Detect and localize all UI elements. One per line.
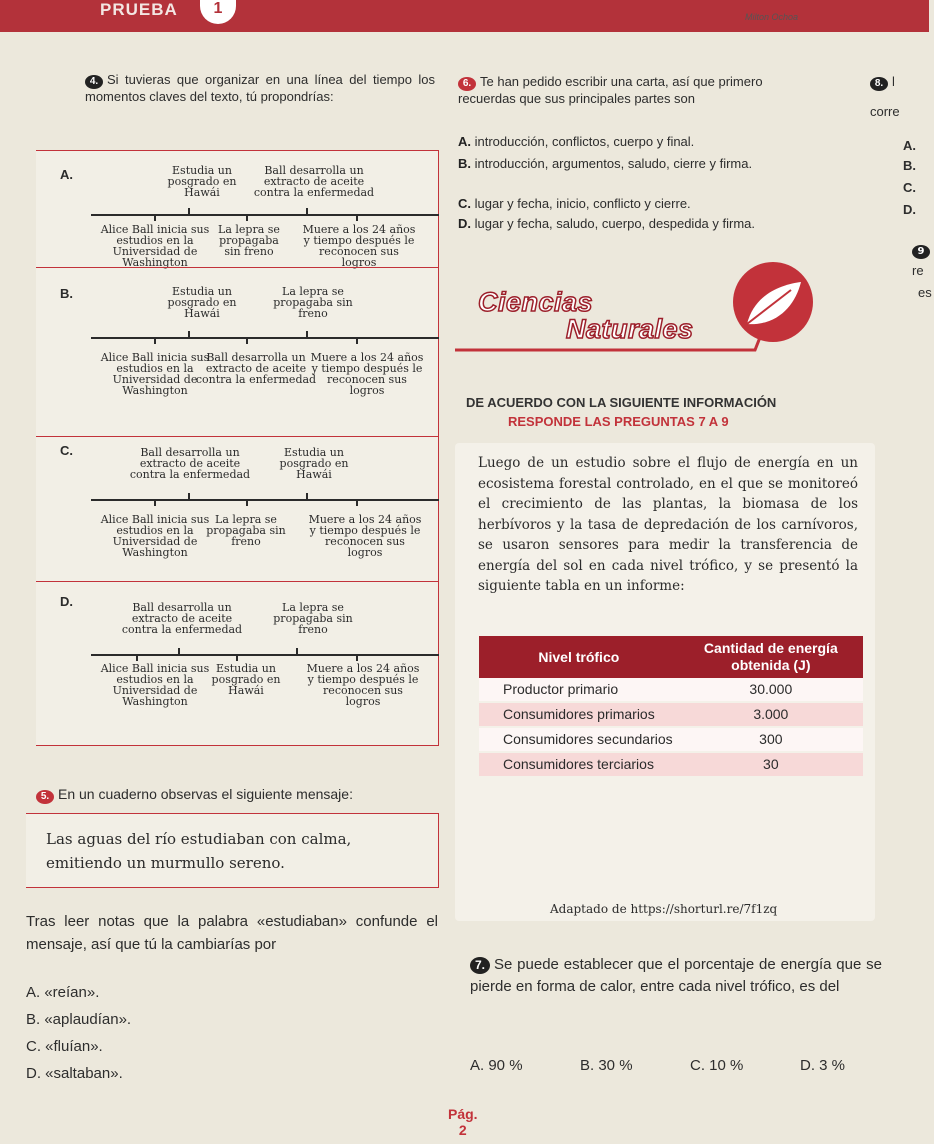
question-8-text-2: corre [870, 104, 900, 119]
timeline-label: La lepra se propagaba sin freno [206, 513, 286, 548]
timeline-label: Muere a los 24 años y tiempo después le reconocen sus logros [308, 513, 422, 559]
question-8-text: l [892, 74, 895, 89]
table-cell-level: Productor primario [479, 678, 679, 702]
timeline-option-c[interactable] [36, 436, 438, 582]
question-9-text-2: es [918, 285, 932, 300]
question-7-number: 7. [470, 957, 490, 974]
timeline-tick [246, 338, 248, 344]
table-source: Adaptado de https://shorturl.re/7f1zq [550, 902, 778, 916]
timeline-tick [306, 331, 308, 337]
timeline-tick [178, 648, 180, 654]
table-header-energia: Cantidad de energía obtenida (J) [679, 636, 863, 678]
timeline-tick [246, 500, 248, 506]
timeline-label: La lepra se propagaba sin freno [273, 601, 353, 636]
test-title: PRUEBA [100, 0, 178, 19]
table-cell-value: 300 [679, 727, 863, 752]
table-header-nivel: Nivel trófico [479, 636, 679, 678]
q6-option-d[interactable] [458, 216, 818, 232]
option-letter: A. [60, 167, 73, 182]
timeline-tick [136, 655, 138, 661]
table-row [479, 678, 863, 702]
timeline-option-a[interactable] [36, 151, 438, 267]
page-num-value: 2 [458, 1122, 467, 1138]
question-5-text: En un cuaderno observas el siguiente mensaje: [58, 786, 353, 802]
timeline-axis [91, 654, 439, 656]
option-text: introducción, argumentos, saludo, cierre y firma. [474, 156, 753, 171]
option-letter: A. [458, 134, 471, 149]
timeline-tick [154, 215, 156, 221]
question-8-fragment [870, 74, 895, 91]
table-header-row [479, 636, 863, 678]
test-number-badge: 1 [200, 0, 236, 24]
timeline-label: Alice Ball inicia sus estudios en la Universidad de Washington [100, 351, 210, 397]
timeline-axis [91, 214, 439, 216]
table-row [479, 702, 863, 727]
option-text: lugar y fecha, inicio, conflicto y cierre. [474, 196, 691, 211]
timeline-tick [246, 215, 248, 221]
question-9-text: re [912, 263, 924, 278]
timeline-tick [236, 655, 238, 661]
q5-option-a[interactable]: A. «reían». [26, 984, 100, 1001]
q8-option-a[interactable]: A. [903, 138, 916, 153]
timeline-tick [188, 208, 190, 214]
timeline-label: Alice Ball inicia sus estudios en la Universidad de Washington [100, 662, 210, 708]
table-row [479, 752, 863, 777]
question-5 [36, 786, 353, 804]
question-4-number: 4. [85, 75, 103, 89]
timeline-label: Estudia un posgrado en Hawái [211, 662, 281, 697]
timeline-tick [188, 493, 190, 499]
question-4-text: Si tuvieras que organizar en una línea del tiempo los momentos claves del texto, tú propondrías: [85, 72, 435, 104]
q7-option-b[interactable]: B. 30 % [580, 1057, 633, 1074]
instruction-line-1: DE ACUERDO CON LA SIGUIENTE INFORMACIÓN [466, 395, 777, 410]
table-cell-value: 30 [679, 752, 863, 777]
timeline-tick [154, 338, 156, 344]
q8-option-b[interactable]: B. [903, 158, 916, 173]
table-cell-level: Consumidores primarios [479, 702, 679, 727]
timeline-tick [306, 208, 308, 214]
info-intro-text: Luego de un estudio sobre el flujo de energía en un ecosistema forestal controlado, en el que se monitoreó el crecimiento de las plantas, la biomasa de los herbívoros y la tasa de depredación de los carnívoros, se usaron sensores para medir la transferencia de energía del sol en cada nivel trófico, y se presentó la siguiente tabla en un informe: [478, 455, 858, 594]
page-label: Pág. [448, 1106, 478, 1122]
timeline-label: Ball desarrolla un extracto de aceite contra la enfermedad [253, 164, 375, 199]
question-4 [85, 72, 435, 105]
q7-option-d[interactable]: D. 3 % [800, 1057, 846, 1074]
banner-title-naturales: Naturales [566, 314, 694, 344]
banner-title-ciencias: Ciencias [478, 287, 594, 317]
q5-option-b[interactable]: B. «aplaudían». [26, 1011, 132, 1028]
timeline-option-b[interactable] [36, 267, 438, 416]
instruction-line-2: RESPONDE LAS PREGUNTAS 7 A 9 [508, 414, 729, 429]
option-letter: B. [60, 286, 73, 301]
timeline-tick [356, 338, 358, 344]
question-6 [458, 74, 818, 107]
timeline-options-panel [36, 150, 439, 746]
table-row [479, 727, 863, 752]
q5-option-d[interactable]: D. «saltaban». [26, 1065, 123, 1082]
timeline-option-d[interactable] [36, 581, 438, 746]
timeline-tick [296, 648, 298, 654]
timeline-label: Muere a los 24 años y tiempo después le reconocen sus logros [302, 223, 416, 269]
timeline-axis [91, 499, 439, 501]
question-7 [470, 954, 882, 998]
timeline-label: Alice Ball inicia sus estudios en la Universidad de Washington [100, 223, 210, 269]
timeline-axis [91, 337, 439, 339]
table-cell-value: 30.000 [679, 678, 863, 702]
option-letter: C. [60, 443, 73, 458]
question-5-followup: Tras leer notas que la palabra «estudiaban» confunde el mensaje, así que tú la cambiarías por [26, 913, 438, 953]
table-cell-level: Consumidores terciarios [479, 752, 679, 777]
timeline-tick [356, 500, 358, 506]
table-cell-level: Consumidores secundarios [479, 727, 679, 752]
timeline-label: La lepra se propagaba sin freno [218, 223, 280, 258]
q6-option-a[interactable] [458, 134, 694, 150]
question-6-text: Te han pedido escribir una carta, así que primero recuerdas que sus principales partes son [458, 74, 763, 106]
timeline-label: Ball desarrolla un extracto de aceite contra la enfermedad [121, 601, 243, 636]
question-7-text: Se puede establecer que el porcentaje de energía que se pierde en forma de calor, entre cada nivel trófico, es del [470, 956, 882, 995]
energy-table [479, 636, 863, 778]
option-letter: B. [458, 156, 471, 171]
question-8-number: 8. [870, 77, 888, 91]
timeline-label: La lepra se propagaba sin freno [273, 285, 353, 320]
timeline-label: Alice Ball inicia sus estudios en la Universidad de Washington [100, 513, 210, 559]
timeline-label: Estudia un posgrado en Hawái [167, 285, 237, 320]
notebook-message: Las aguas del río estudiaban con calma, emitiendo un murmullo sereno. [46, 830, 352, 872]
timeline-label: Ball desarrolla un extracto de aceite contra la enfermedad [195, 351, 317, 386]
question-9-number: 9 [912, 245, 930, 259]
q7-option-a[interactable]: A. 90 % [470, 1057, 523, 1074]
timeline-tick [306, 493, 308, 499]
timeline-label: Estudia un posgrado en Hawái [167, 164, 237, 199]
question-9-fragment [912, 239, 934, 259]
timeline-tick [356, 655, 358, 661]
page-number [448, 1106, 478, 1138]
option-letter: D. [60, 594, 73, 609]
q8-option-d[interactable]: D. [903, 202, 916, 217]
q6-option-b[interactable] [458, 156, 818, 172]
timeline-label: Muere a los 24 años y tiempo después le reconocen sus logros [310, 351, 424, 397]
option-text: introducción, conflictos, cuerpo y final. [474, 134, 695, 149]
option-text: lugar y fecha, saludo, cuerpo, despedida y firma. [474, 216, 756, 231]
q5-option-c[interactable]: C. «fluían». [26, 1038, 103, 1055]
question-5-number: 5. [36, 790, 54, 804]
q7-option-c[interactable]: C. 10 % [690, 1057, 744, 1074]
author-logo: Milton Ochoa [745, 12, 799, 22]
timeline-label: Ball desarrolla un extracto de aceite contra la enfermedad [129, 446, 251, 481]
q8-option-c[interactable]: C. [903, 180, 916, 195]
table-cell-value: 3.000 [679, 702, 863, 727]
question-6-number: 6. [458, 77, 476, 91]
timeline-label: Estudia un posgrado en Hawái [279, 446, 349, 481]
option-letter: D. [458, 216, 471, 231]
timeline-label: Muere a los 24 años y tiempo después le reconocen sus logros [306, 662, 420, 708]
timeline-tick [154, 500, 156, 506]
q6-option-c[interactable] [458, 196, 691, 212]
option-letter: C. [458, 196, 471, 211]
timeline-tick [188, 331, 190, 337]
timeline-tick [356, 215, 358, 221]
